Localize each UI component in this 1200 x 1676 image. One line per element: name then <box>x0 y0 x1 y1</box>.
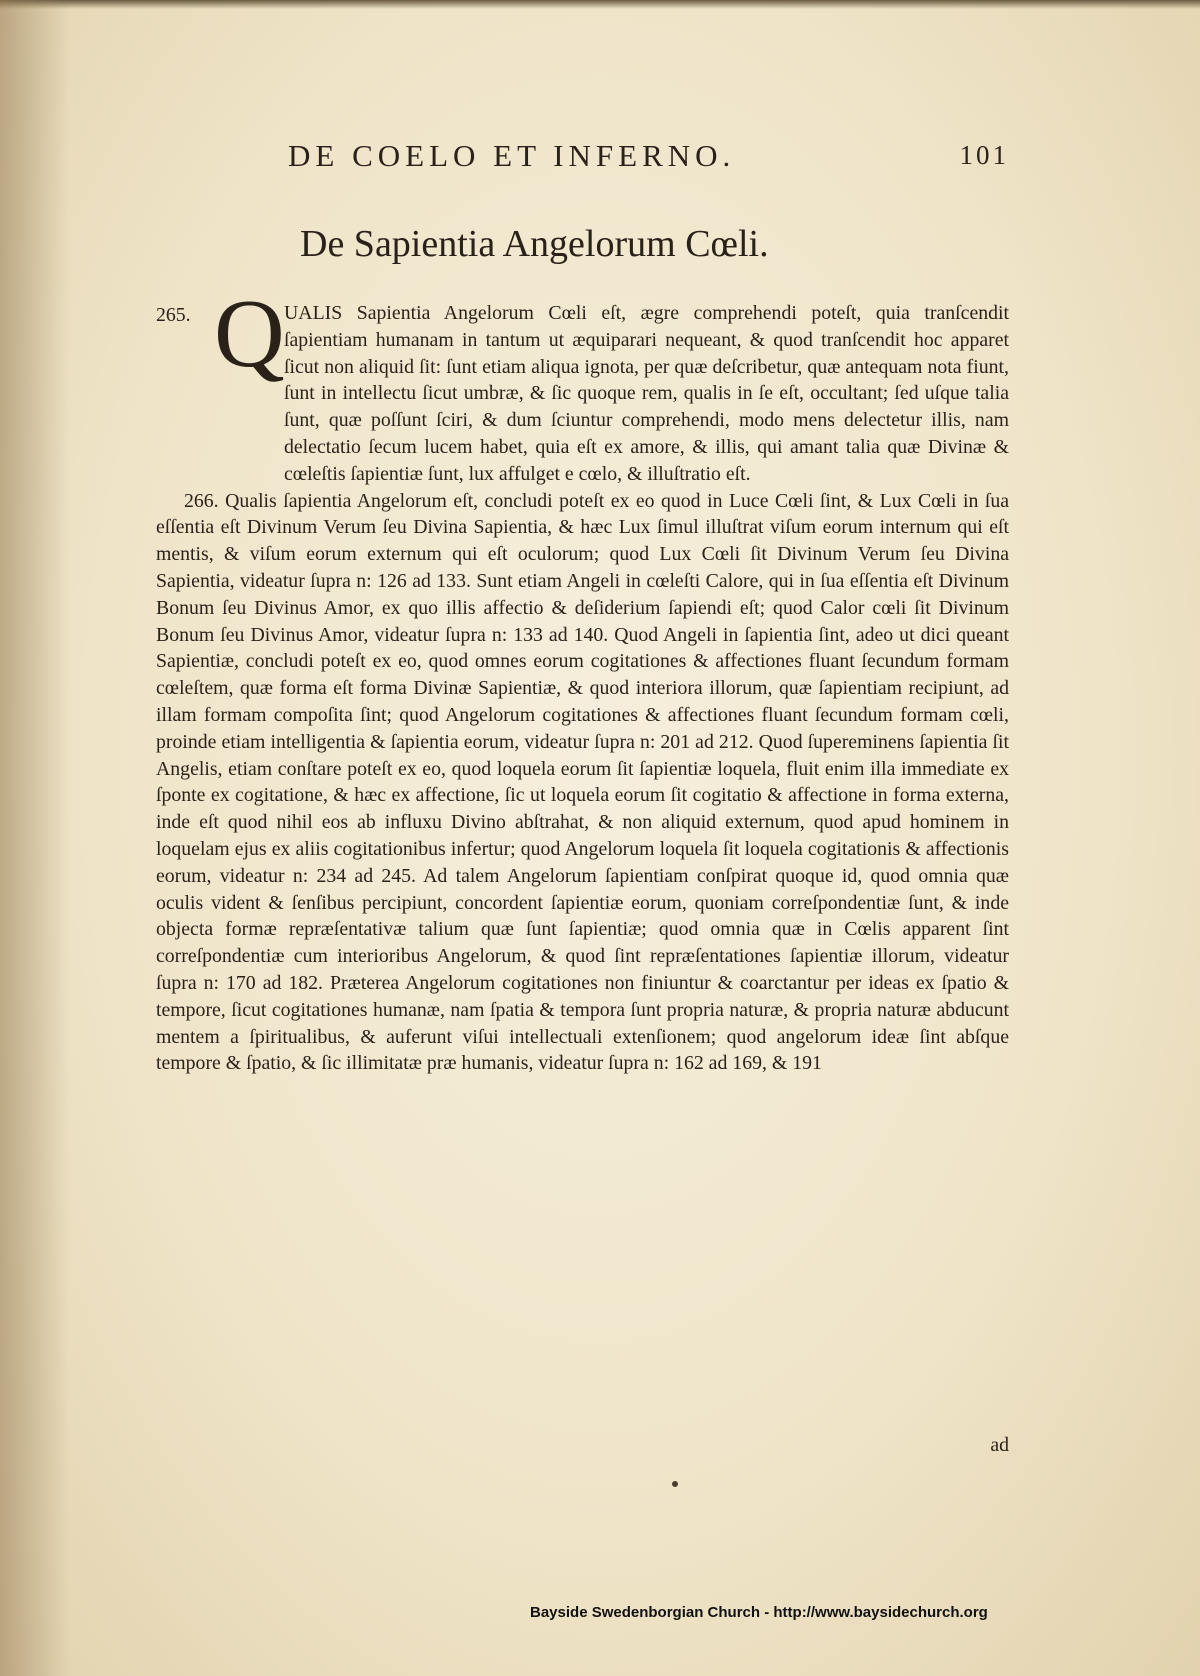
chapter-title: De Sapientia Angelorum Cœli. <box>300 223 769 265</box>
page-top-edge <box>0 0 1200 9</box>
paragraph-number: 265. <box>156 304 191 326</box>
ink-speck <box>672 1481 678 1487</box>
paragraph-266: 266. Qualis ſapientia Angelorum eſt, concludi poteſt ex eo quod in Luce Cœli ſint, & Lux Cœli in ſua eſſentia eſt Divinum Verum ſeu Divina Sapientia, & hæc Lux ſimul illuſtrat viſum eorum internum qui eſt mentis, & viſum eorum externum qui eſt oculorum; quod Lux Cœli ſit Divinum Verum ſeu Divina Sapientia, videatur ſupra n: 126 ad 133. Sunt etiam Angeli in cœleſti Calore, qui in ſua eſſentia eſt Divinum Bonum ſeu Divinus Amor, ex quo illis affectio & deſiderium ſapiendi eſt; quod Calor cœli ſit Divinum Bonum ſeu Divinus Amor, videatur ſupra n: 133 ad 140. Quod Angeli in ſapientia ſint, adeo ut dici queant Sapientiæ, concludi poteſt ex eo, quod omnes eorum cogitationes & affectiones fluant ſecundum formam cœleſtem, quæ forma eſt forma Divinæ Sapientiæ, & quod interiora illorum, quæ ſapientiam recipiunt, ad illam formam compoſita ſint; quod Angelorum cogitationes & affectiones fluant ſecundum formam cœli, proinde etiam intelligentia & ſapientia eorum, videatur ſupra n: 201 ad 212. Quod ſupereminens ſapientia ſit Angelis, etiam conſtare poteſt ex eo, quod loquela eorum ſit ſapientiæ loquela, fluit enim illa immediate ex ſponte ex cogitatione, & hæc ex affectione, ſic ut loquela eorum ſit cogitatio & affectione in forma externa, inde eſt quod nihil eos ab influxu Divino abſtrahat, & non aliquid externum, quod apud hominem in loquelam ejus ex aliis cogitationibus infertur; quod Angelorum loquela ſit loquela cogitationis & affectionis eorum, videatur n: 234 ad 245. Ad talem Angelorum ſapientiam conſpirat quoque id, quod omnia quæ oculis vident & ſenſibus percipiunt, concordent ſapientiæ eorum, quoniam correſpondentiæ ſunt, & inde objecta formæ repræſentativæ talium quæ ſunt ſapientiæ; quod omnia quæ in Cœlis apparent ſint correſpondentiæ cum interioribus Angelorum, & quod ſint repræſentationes ſapientiæ illorum, videatur ſupra n: 170 ad 182. Præterea Angelorum cogitationes non finiuntur & coarctantur per ideas ex ſpatio & tempore, ſicut cogitationes humanæ, nam ſpatia & tempora ſunt propria naturæ, & propria naturæ abducunt mentem a ſpiritualibus, & auferunt viſui intellectuali extenſionem; quod angelorum ideæ ſint abſque tempore & ſpatio, & ſic illimitatæ præ humanis, videatur ſupra n: 162 ad 169, & 191 <box>156 489 1009 1075</box>
running-head-title: DE COELO ET INFERNO. <box>288 138 736 173</box>
page-number: 101 <box>959 140 1009 170</box>
paragraph-265-text: UALIS Sapientia Angelorum Cœli eſt, ægre comprehendi poteſt, quia tranſcendit ſapientiam humanam in tantum ut æquiparari nequeant, & quod tranſcendit hoc apparet ſicut non aliquid ſit: ſunt etiam aliqua ignota, per quæ deſcribetur, quæ antequam nota fiunt, ſunt in intellectu ſicut umbræ, & ſic quoque rem, qualis in ſe eſt, occultant; ſed uſque talia ſunt, quæ poſſunt ſciri, & dum ſciuntur comprehendi, modo mens delectetur illis, nam delectatio ſecum lucem habet, quia eſt ex amore, & illis, qui amant talia quæ Divinæ & cœleſtis ſapientiæ ſunt, lux affulget e cœlo, & illuſtratio eſt. <box>284 302 1009 485</box>
catchword: ad <box>990 1434 1009 1456</box>
page-gutter-shadow <box>0 0 70 1676</box>
drop-cap: Q <box>214 280 285 388</box>
footer-credit: Bayside Swedenborgian Church - http://www.baysidechurch.org <box>530 1604 988 1621</box>
body-text <box>156 280 1009 1077</box>
running-head <box>288 138 1009 178</box>
paragraph-265 <box>156 280 1009 488</box>
